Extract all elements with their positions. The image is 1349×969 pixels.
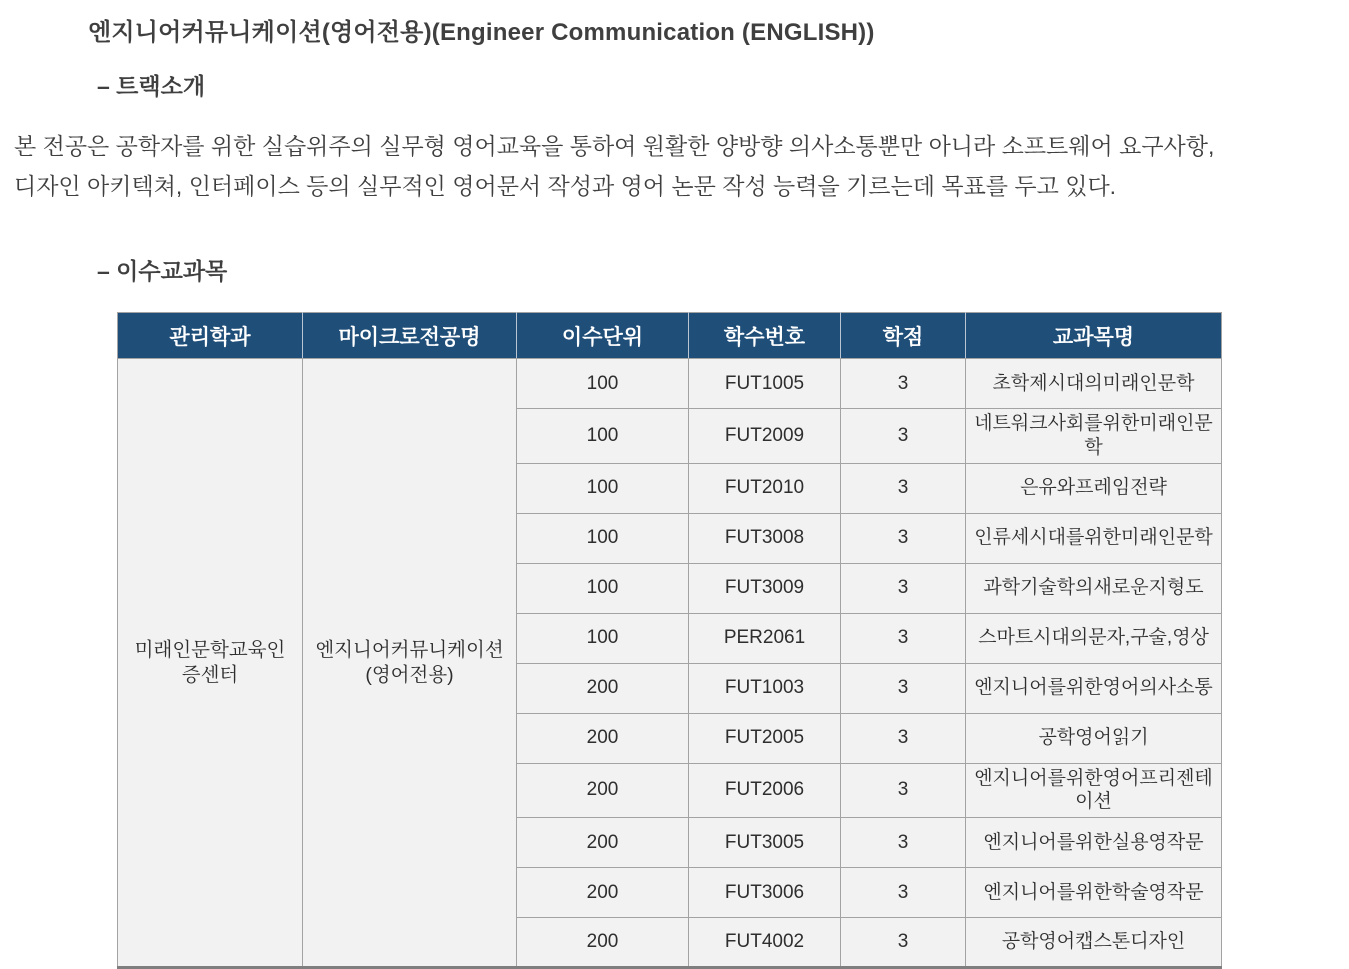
course-name-cell: 엔지니어를위한실용영작문 [966, 818, 1222, 868]
course-code-cell: FUT2005 [689, 713, 841, 763]
intro-paragraph [14, 126, 1349, 206]
credit-cell: 3 [841, 513, 966, 563]
credit-cell: 3 [841, 663, 966, 713]
course-unit-cell: 100 [517, 563, 689, 613]
courses-table-body [118, 359, 1222, 968]
course-name-cell: 공학영어캡스톤디자인 [966, 918, 1222, 968]
managing-department-cell: 미래인문학교육인증센터 [118, 359, 303, 968]
course-name-cell: 엔지니어를위한영어의사소통 [966, 663, 1222, 713]
course-unit-cell: 200 [517, 868, 689, 918]
course-unit-cell: 100 [517, 359, 689, 409]
course-unit-cell: 100 [517, 463, 689, 513]
course-unit-cell: 100 [517, 513, 689, 563]
course-name-cell: 은유와프레임전략 [966, 463, 1222, 513]
header-credit: 학점 [841, 313, 966, 359]
course-unit-cell: 200 [517, 763, 689, 818]
course-name-cell: 네트워크사회를위한미래인문학 [966, 409, 1222, 464]
course-name-cell: 엔지니어를위한영어프리젠테이션 [966, 763, 1222, 818]
course-code-cell: PER2061 [689, 613, 841, 663]
intro-paragraph-line-1: 본 전공은 공학자를 위한 실습위주의 실무형 영어교육을 통하여 원활한 양방향 의사소통뿐만 아니라 소프트웨어 요구사항, [14, 133, 1215, 159]
course-code-cell: FUT1005 [689, 359, 841, 409]
credit-cell: 3 [841, 463, 966, 513]
courses-table [117, 312, 1222, 969]
course-unit-cell: 200 [517, 663, 689, 713]
credit-cell: 3 [841, 763, 966, 818]
header-course-unit: 이수단위 [517, 313, 689, 359]
course-code-cell: FUT3009 [689, 563, 841, 613]
course-unit-cell: 200 [517, 818, 689, 868]
course-code-cell: FUT3006 [689, 868, 841, 918]
course-name-cell: 과학기술학의새로운지형도 [966, 563, 1222, 613]
credit-cell: 3 [841, 818, 966, 868]
micro-major-cell: 엔지니어커뮤니케이션(영어전용) [303, 359, 517, 968]
header-course-name: 교과목명 [966, 313, 1222, 359]
document-page [0, 12, 1349, 966]
header-managing-department: 관리학과 [118, 313, 303, 359]
header-micro-major: 마이크로전공명 [303, 313, 517, 359]
credit-cell: 3 [841, 918, 966, 968]
course-unit-cell: 100 [517, 409, 689, 464]
course-code-cell: FUT1003 [689, 663, 841, 713]
course-code-cell: FUT2006 [689, 763, 841, 818]
course-code-cell: FUT2010 [689, 463, 841, 513]
course-name-cell: 초학제시대의미래인문학 [966, 359, 1222, 409]
credit-cell: 3 [841, 409, 966, 464]
header-row [118, 313, 1222, 359]
course-unit-cell: 100 [517, 613, 689, 663]
credit-cell: 3 [841, 359, 966, 409]
credit-cell: 3 [841, 613, 966, 663]
credit-cell: 3 [841, 868, 966, 918]
header-course-code: 학수번호 [689, 313, 841, 359]
credit-cell: 3 [841, 713, 966, 763]
page-title: 엔지니어커뮤니케이션(영어전용)(Engineer Communication (ENGLISH)) [88, 19, 875, 46]
credit-cell: 3 [841, 563, 966, 613]
course-code-cell: FUT4002 [689, 918, 841, 968]
course-name-cell: 공학영어읽기 [966, 713, 1222, 763]
course-name-cell: 엔지니어를위한학술영작문 [966, 868, 1222, 918]
course-name-cell: 인류세시대를위한미래인문학 [966, 513, 1222, 563]
section-label-track-intro: – 트랙소개 [97, 73, 206, 99]
course-code-cell: FUT3008 [689, 513, 841, 563]
course-name-cell: 스마트시대의문자,구술,영상 [966, 613, 1222, 663]
course-code-cell: FUT3005 [689, 818, 841, 868]
table-row [118, 359, 1222, 409]
course-unit-cell: 200 [517, 918, 689, 968]
section-label-courses: – 이수교과목 [97, 258, 228, 284]
course-code-cell: FUT2009 [689, 409, 841, 464]
course-unit-cell: 200 [517, 713, 689, 763]
intro-paragraph-line-2: 디자인 아키텍쳐, 인터페이스 등의 실무적인 영어문서 작성과 영어 논문 작성 능력을 기르는데 목표를 두고 있다. [14, 173, 1117, 199]
courses-table-header [118, 313, 1222, 359]
